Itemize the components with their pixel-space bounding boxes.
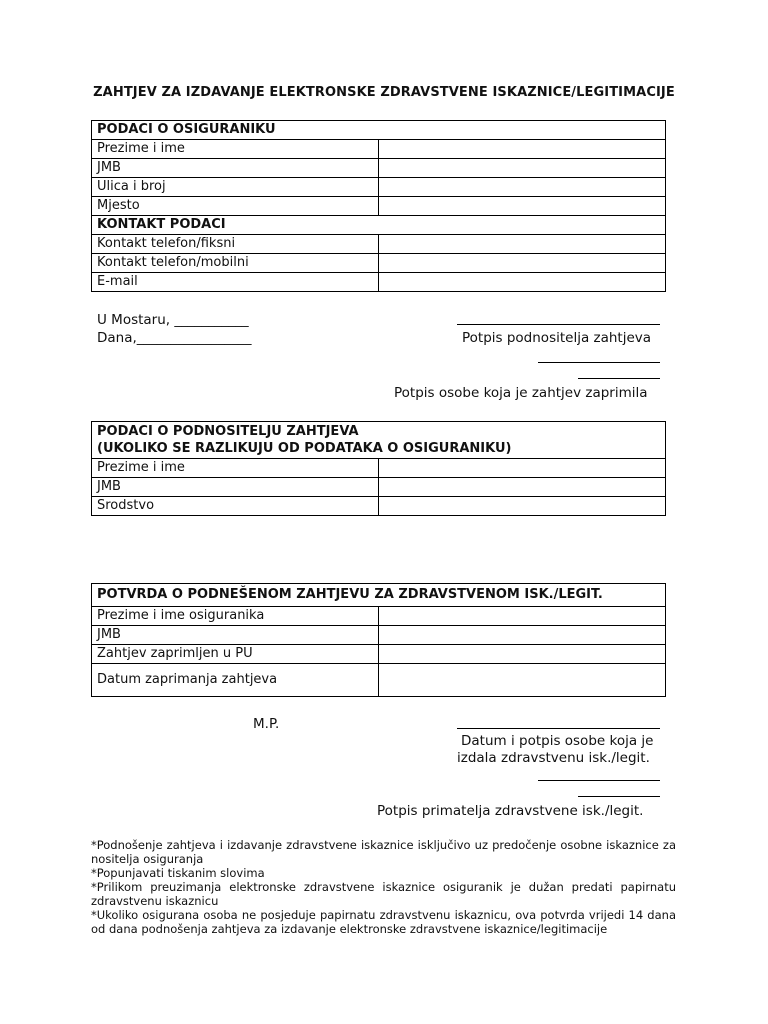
recipient-signature-label: Potpis primatelja zdravstvene isk./legit. [377, 803, 644, 819]
field-label: Zahtjev zaprimljen u PU [92, 645, 379, 664]
street-field[interactable] [379, 178, 666, 197]
applicant-signature-label: Potpis podnositelja zahtjeva [462, 330, 652, 346]
applicant-jmb-field[interactable] [379, 478, 666, 497]
field-label: Srodstvo [92, 497, 379, 516]
receiver-signature-line-2 [578, 378, 660, 379]
issuer-signature-label-2: izdala zdravstvenu isk./legit. [457, 750, 650, 766]
recipient-signature-line-2 [578, 796, 660, 797]
table-row [92, 197, 666, 216]
place-field[interactable] [379, 197, 666, 216]
table-row [92, 459, 666, 478]
document-title: ZAHTJEV ZA IZDAVANJE ELEKTRONSKE ZDRAVSTVENE ISKAZNICE/LEGITIMACIJE [93, 85, 675, 100]
table-row [92, 607, 666, 626]
section-header: KONTAKT PODACI [92, 216, 666, 235]
field-label: Ulica i broj [92, 178, 379, 197]
received-in-pu-field[interactable] [379, 645, 666, 664]
section-header: POTVRDA O PODNEŠENOM ZAHTJEVU ZA ZDRAVSTVENOM ISK./LEGIT. [92, 584, 666, 607]
table-row [92, 626, 666, 645]
footnote: *Popunjavati tiskanim slovima [91, 866, 265, 880]
date-line: Dana,_________________ [97, 330, 252, 346]
table-row [92, 273, 666, 292]
field-label: Prezime i ime osiguranika [92, 607, 379, 626]
received-date-field[interactable] [379, 664, 666, 697]
table-row [92, 140, 666, 159]
field-label: JMB [92, 159, 379, 178]
receiver-signature-line[interactable] [538, 362, 660, 363]
confirmation-table [91, 583, 666, 697]
footnote: *Podnošenje zahtjeva i izdavanje zdravstvene iskaznice isključivo uz predočenje osobne iskaznice za nositelja osiguranja [91, 838, 676, 866]
relationship-field[interactable] [379, 497, 666, 516]
applicant-name-field[interactable] [379, 459, 666, 478]
issuer-signature-line[interactable] [457, 728, 660, 729]
stamp-label: M.P. [253, 716, 280, 732]
section-header-line2: (UKOLIKO SE RAZLIKUJU OD PODATAKA O OSIGURANIKU) [97, 441, 512, 456]
field-label: JMB [92, 478, 379, 497]
table-row [92, 478, 666, 497]
applicant-table [91, 421, 666, 516]
receiver-signature-label: Potpis osobe koja je zahtjev zaprimila [394, 385, 648, 401]
field-label: Datum zaprimanja zahtjeva [92, 664, 379, 697]
mobile-field[interactable] [379, 254, 666, 273]
footnote: *Prilikom preuzimanja elektronske zdravstvene iskaznice osiguranik je dužan predati papirnatu zdravstvenu iskaznicu [91, 880, 676, 908]
table-row [92, 497, 666, 516]
section-header: PODACI O OSIGURANIKU [92, 121, 666, 140]
field-label: JMB [92, 626, 379, 645]
jmb-field[interactable] [379, 159, 666, 178]
table-row [92, 235, 666, 254]
field-label: Prezime i ime [92, 459, 379, 478]
section-header [92, 422, 666, 459]
field-label: Kontakt telefon/mobilni [92, 254, 379, 273]
table-row [92, 159, 666, 178]
place-line: U Mostaru, ___________ [97, 312, 249, 328]
email-field[interactable] [379, 273, 666, 292]
surname-name-field[interactable] [379, 140, 666, 159]
section-header-line1: PODACI O PODNOSITELJU ZAHTJEVA [97, 424, 359, 439]
table-row [92, 664, 666, 697]
footnote: *Ukoliko osigurana osoba ne posjeduje papirnatu zdravstvenu iskaznicu, ova potvrda vrijedi 14 dana od dana podnošenja zahtjeva za izdavanje elektronske zdravstvene iskaznice/legitimacije [91, 908, 676, 936]
table-row [92, 645, 666, 664]
applicant-signature-line[interactable] [457, 324, 660, 325]
recipient-signature-line[interactable] [538, 780, 660, 781]
field-label: E-mail [92, 273, 379, 292]
table-row [92, 254, 666, 273]
field-label: Mjesto [92, 197, 379, 216]
insured-name-field[interactable] [379, 607, 666, 626]
landline-field[interactable] [379, 235, 666, 254]
field-label: Kontakt telefon/fiksni [92, 235, 379, 254]
insured-jmb-field[interactable] [379, 626, 666, 645]
table-row [92, 178, 666, 197]
issuer-signature-label-1: Datum i potpis osobe koja je [461, 733, 654, 749]
field-label: Prezime i ime [92, 140, 379, 159]
insured-person-table [91, 120, 666, 292]
footnotes [91, 838, 676, 936]
